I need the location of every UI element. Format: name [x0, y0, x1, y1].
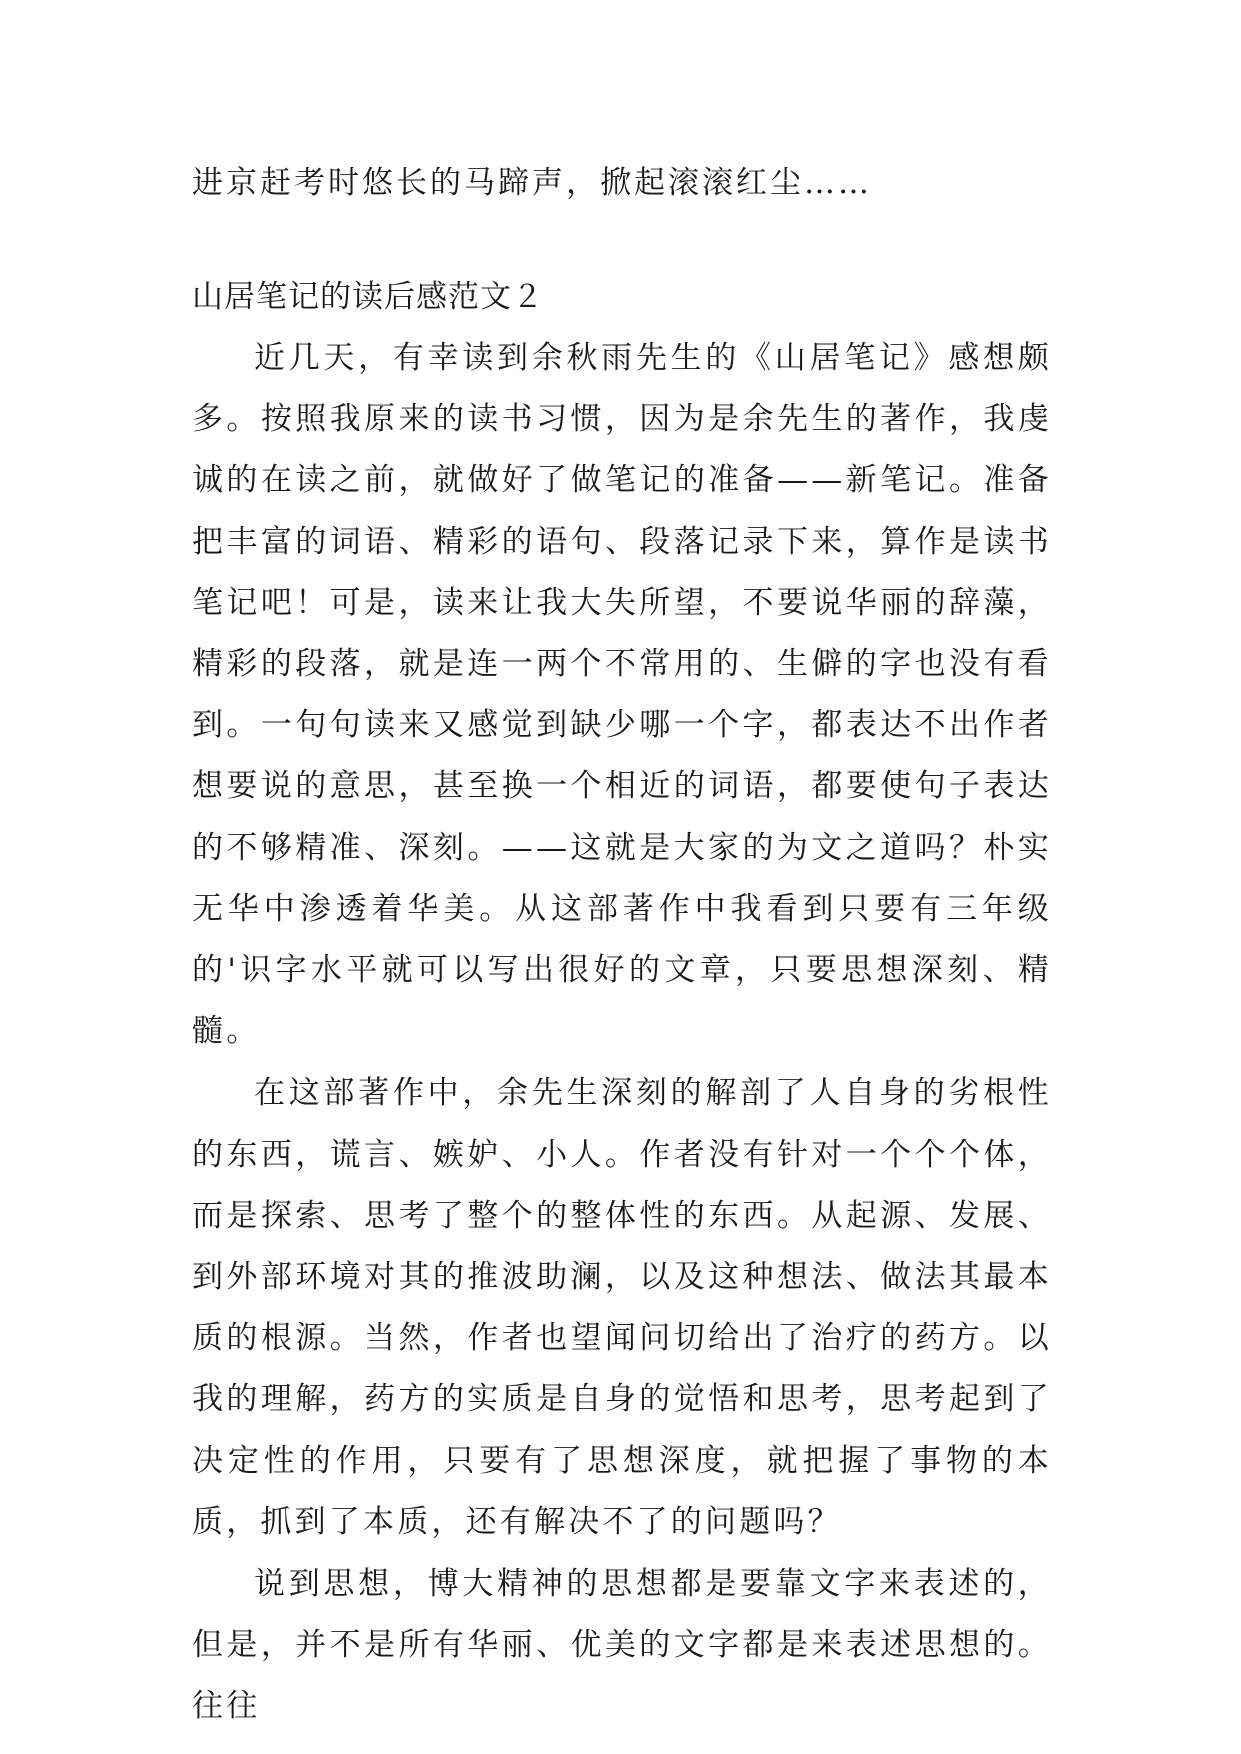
paragraph-1: 近几天，有幸读到余秋雨先生的《山居笔记》感想颇多。按照我原来的读书习惯，因为是余先生的著作，我虔诚的在读之前，就做好了做笔记的准备——新笔记。准备把丰富的词语、精彩的语句、段落记录下来，算作是读书笔记吧！可是，读来让我大失所望，不要说华丽的辞藻，精彩的段落，就是连一两个不常用的、生僻的字也没有看到。一句句读来又感觉到缺少哪一个字，都表达不出作者想要说的意思，甚至换一个相近的词语，都要使句子表达的不够精准、深刻。——这就是大家的为文之道吗？朴实无华中渗透着华美。从这部著作中我看到只要有三年级的'识字水平就可以写出很好的文章，只要思想深刻、精髓。 — [192, 340, 1052, 1050]
paragraph-2: 在这部著作中，余先生深刻的解剖了人自身的劣根性的东西，谎言、嫉妒、小人。作者没有针对一个个个体，而是探索、思考了整个的整体性的东西。从起源、发展、到外部环境对其的推波助澜，以及这种想法、做法其最本质的根源。当然，作者也望闻问切给出了治疗的药方。以我的理解，药方的实质是自身的觉悟和思考，思考起到了决定性的作用，只要有了思想深度，就把握了事物的本质，抓到了本质，还有解决不了的问题吗？ — [192, 1075, 1052, 1540]
document-body — [192, 152, 1052, 1739]
section-heading: 山居笔记的读后感范文２ — [192, 279, 544, 315]
continued-text-fragment: 进京赶考时悠长的马蹄声，掀起滚滚红尘…… — [192, 165, 872, 201]
paragraph-3: 说到思想，博大精神的思想都是要靠文字来表述的，但是，并不是所有华丽、优美的文字都是来表述思想的。往往 — [192, 1566, 1052, 1725]
